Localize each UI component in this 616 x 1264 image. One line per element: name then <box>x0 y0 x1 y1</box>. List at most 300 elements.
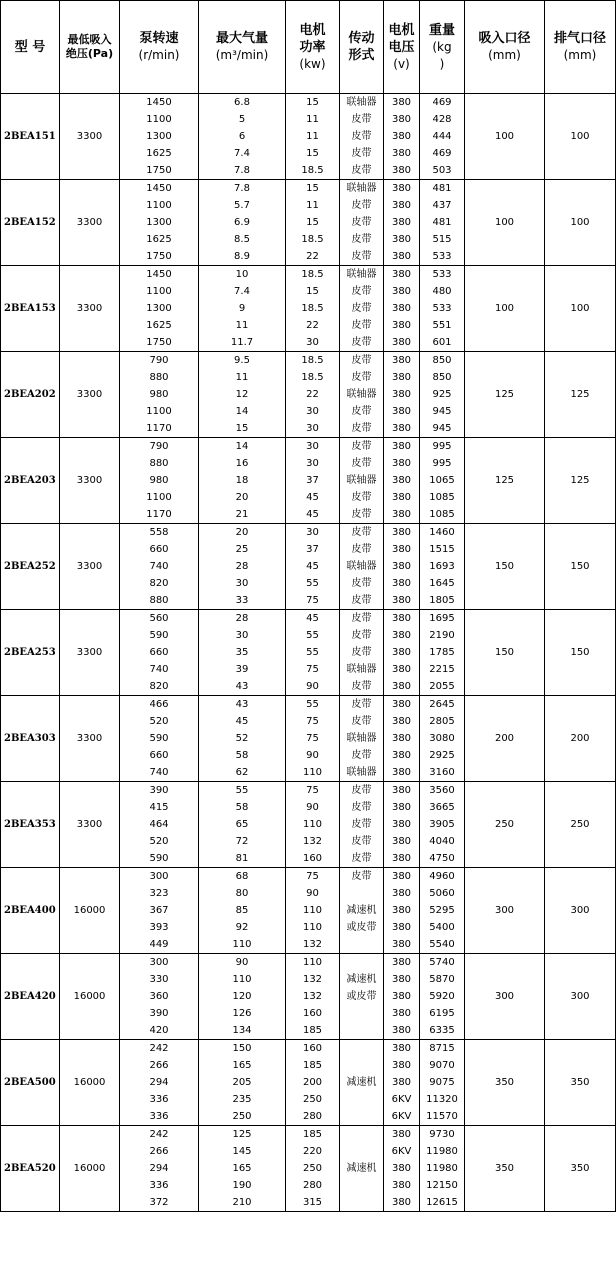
power-cell: 30 <box>286 420 340 438</box>
power-cell: 75 <box>286 868 340 886</box>
speed-cell: 1300 <box>120 300 199 317</box>
inlet-cell: 200 <box>465 696 545 782</box>
voltage-cell: 380 <box>384 472 420 489</box>
speed-cell: 660 <box>120 541 199 558</box>
weight-cell: 1515 <box>420 541 465 558</box>
speed-cell: 820 <box>120 575 199 592</box>
speed-cell: 1300 <box>120 214 199 231</box>
drive-cell: 皮带 <box>340 592 384 610</box>
speed-cell: 1625 <box>120 145 199 162</box>
voltage-cell: 380 <box>384 971 420 988</box>
weight-cell: 5870 <box>420 971 465 988</box>
weight-cell: 11570 <box>420 1108 465 1126</box>
voltage-cell: 380 <box>384 455 420 472</box>
speed-cell: 242 <box>120 1126 199 1144</box>
power-cell: 18.5 <box>286 352 340 370</box>
drive-cell: 减速机 <box>340 971 384 988</box>
outlet-cell: 150 <box>545 524 616 610</box>
pressure-cell: 16000 <box>60 954 120 1040</box>
airflow-cell: 43 <box>199 678 286 696</box>
drive-cell: 皮带 <box>340 816 384 833</box>
weight-cell: 481 <box>420 214 465 231</box>
voltage-cell: 380 <box>384 1194 420 1212</box>
weight-cell: 12150 <box>420 1177 465 1194</box>
voltage-cell: 380 <box>384 782 420 800</box>
model-cell: 2BEA202 <box>1 352 60 438</box>
weight-cell: 8715 <box>420 1040 465 1058</box>
drive-cell: 皮带 <box>340 300 384 317</box>
pressure-cell: 16000 <box>60 1040 120 1126</box>
outlet-cell: 100 <box>545 94 616 180</box>
airflow-cell: 6.8 <box>199 94 286 112</box>
drive-cell: 减速机 <box>340 1160 384 1177</box>
table-row <box>1 524 616 542</box>
drive-cell: 皮带 <box>340 369 384 386</box>
speed-cell: 740 <box>120 764 199 782</box>
airflow-cell: 28 <box>199 558 286 575</box>
speed-cell: 590 <box>120 730 199 747</box>
table-row <box>1 180 616 198</box>
voltage-cell: 380 <box>384 283 420 300</box>
voltage-cell: 380 <box>384 145 420 162</box>
airflow-cell: 9 <box>199 300 286 317</box>
power-cell: 132 <box>286 833 340 850</box>
speed-cell: 300 <box>120 868 199 886</box>
power-cell: 45 <box>286 489 340 506</box>
airflow-cell: 235 <box>199 1091 286 1108</box>
power-cell: 200 <box>286 1074 340 1091</box>
weight-cell: 925 <box>420 386 465 403</box>
header-speed: 泵转速 (r/min) <box>120 1 199 94</box>
power-cell: 185 <box>286 1126 340 1144</box>
drive-cell <box>340 1057 384 1074</box>
weight-cell: 1085 <box>420 489 465 506</box>
power-cell: 75 <box>286 730 340 747</box>
pressure-cell: 3300 <box>60 94 120 180</box>
power-cell: 18.5 <box>286 300 340 317</box>
inlet-cell: 250 <box>465 782 545 868</box>
power-cell: 18.5 <box>286 162 340 180</box>
outlet-cell: 200 <box>545 696 616 782</box>
power-cell: 15 <box>286 214 340 231</box>
speed-cell: 740 <box>120 661 199 678</box>
speed-cell: 1625 <box>120 317 199 334</box>
airflow-cell: 165 <box>199 1057 286 1074</box>
model-cell: 2BEA153 <box>1 266 60 352</box>
power-cell: 75 <box>286 713 340 730</box>
airflow-cell: 5 <box>199 111 286 128</box>
power-cell: 22 <box>286 386 340 403</box>
weight-cell: 4040 <box>420 833 465 850</box>
speed-cell: 466 <box>120 696 199 714</box>
speed-cell: 520 <box>120 833 199 850</box>
speed-cell: 520 <box>120 713 199 730</box>
power-cell: 250 <box>286 1160 340 1177</box>
speed-cell: 449 <box>120 936 199 954</box>
table-row <box>1 438 616 456</box>
speed-cell: 880 <box>120 369 199 386</box>
airflow-cell: 165 <box>199 1160 286 1177</box>
airflow-cell: 110 <box>199 971 286 988</box>
weight-cell: 2925 <box>420 747 465 764</box>
weight-cell: 533 <box>420 248 465 266</box>
voltage-cell: 380 <box>384 403 420 420</box>
voltage-cell: 380 <box>384 94 420 112</box>
voltage-cell: 380 <box>384 661 420 678</box>
power-cell: 55 <box>286 575 340 592</box>
airflow-cell: 28 <box>199 610 286 628</box>
weight-cell: 1805 <box>420 592 465 610</box>
power-cell: 55 <box>286 644 340 661</box>
power-cell: 45 <box>286 610 340 628</box>
drive-cell <box>340 1177 384 1194</box>
drive-cell <box>340 1126 384 1144</box>
speed-cell: 367 <box>120 902 199 919</box>
inlet-cell: 100 <box>465 180 545 266</box>
weight-cell: 6195 <box>420 1005 465 1022</box>
outlet-cell: 250 <box>545 782 616 868</box>
speed-cell: 336 <box>120 1108 199 1126</box>
speed-cell: 980 <box>120 472 199 489</box>
inlet-cell: 300 <box>465 954 545 1040</box>
voltage-cell: 380 <box>384 1126 420 1144</box>
power-cell: 30 <box>286 334 340 352</box>
voltage-cell: 380 <box>384 696 420 714</box>
speed-cell: 336 <box>120 1177 199 1194</box>
airflow-cell: 250 <box>199 1108 286 1126</box>
speed-cell: 1300 <box>120 128 199 145</box>
speed-cell: 294 <box>120 1160 199 1177</box>
voltage-cell: 380 <box>384 764 420 782</box>
drive-cell: 或皮带 <box>340 988 384 1005</box>
pressure-cell: 3300 <box>60 610 120 696</box>
voltage-cell: 380 <box>384 231 420 248</box>
power-cell: 55 <box>286 627 340 644</box>
power-cell: 110 <box>286 764 340 782</box>
power-cell: 90 <box>286 678 340 696</box>
speed-cell: 590 <box>120 627 199 644</box>
power-cell: 220 <box>286 1143 340 1160</box>
pressure-cell: 3300 <box>60 180 120 266</box>
airflow-cell: 55 <box>199 782 286 800</box>
weight-cell: 2055 <box>420 678 465 696</box>
speed-cell: 266 <box>120 1057 199 1074</box>
power-cell: 45 <box>286 506 340 524</box>
speed-cell: 820 <box>120 678 199 696</box>
speed-cell: 336 <box>120 1091 199 1108</box>
voltage-cell: 380 <box>384 816 420 833</box>
inlet-cell: 150 <box>465 610 545 696</box>
voltage-cell: 380 <box>384 489 420 506</box>
airflow-cell: 210 <box>199 1194 286 1212</box>
power-cell: 75 <box>286 661 340 678</box>
speed-cell: 1100 <box>120 403 199 420</box>
power-cell: 90 <box>286 747 340 764</box>
weight-cell: 6335 <box>420 1022 465 1040</box>
model-cell: 2BEA520 <box>1 1126 60 1212</box>
speed-cell: 1750 <box>120 248 199 266</box>
drive-cell: 皮带 <box>340 696 384 714</box>
drive-cell: 联轴器 <box>340 266 384 284</box>
table-row <box>1 868 616 886</box>
voltage-cell: 380 <box>384 1022 420 1040</box>
airflow-cell: 68 <box>199 868 286 886</box>
airflow-cell: 85 <box>199 902 286 919</box>
airflow-cell: 52 <box>199 730 286 747</box>
model-cell: 2BEA420 <box>1 954 60 1040</box>
power-cell: 132 <box>286 988 340 1005</box>
weight-cell: 2805 <box>420 713 465 730</box>
speed-cell: 980 <box>120 386 199 403</box>
drive-cell: 皮带 <box>340 128 384 145</box>
header-voltage: 电机 电压 (v) <box>384 1 420 94</box>
model-cell: 2BEA152 <box>1 180 60 266</box>
speed-cell: 880 <box>120 592 199 610</box>
weight-cell: 11320 <box>420 1091 465 1108</box>
weight-cell: 995 <box>420 455 465 472</box>
speed-cell: 1100 <box>120 283 199 300</box>
voltage-cell: 380 <box>384 300 420 317</box>
header-airflow: 最大气量 (m³/min) <box>199 1 286 94</box>
table-row <box>1 610 616 628</box>
power-cell: 90 <box>286 799 340 816</box>
table-row <box>1 266 616 284</box>
outlet-cell: 125 <box>545 438 616 524</box>
airflow-cell: 125 <box>199 1126 286 1144</box>
table-row <box>1 1126 616 1144</box>
table-row <box>1 696 616 714</box>
header-min-pressure: 最低吸入 绝压(Pa) <box>60 1 120 94</box>
pressure-cell: 16000 <box>60 1126 120 1212</box>
airflow-cell: 150 <box>199 1040 286 1058</box>
weight-cell: 428 <box>420 111 465 128</box>
drive-cell <box>340 1040 384 1058</box>
speed-cell: 390 <box>120 782 199 800</box>
weight-cell: 11980 <box>420 1160 465 1177</box>
drive-cell: 皮带 <box>340 627 384 644</box>
voltage-cell: 380 <box>384 214 420 231</box>
voltage-cell: 380 <box>384 678 420 696</box>
weight-cell: 551 <box>420 317 465 334</box>
airflow-cell: 16 <box>199 455 286 472</box>
table-row <box>1 1040 616 1058</box>
header-power: 电机 功率 (kw) <box>286 1 340 94</box>
drive-cell: 皮带 <box>340 678 384 696</box>
airflow-cell: 20 <box>199 524 286 542</box>
pressure-cell: 16000 <box>60 868 120 954</box>
drive-cell: 皮带 <box>340 644 384 661</box>
drive-cell: 联轴器 <box>340 180 384 198</box>
power-cell: 75 <box>286 592 340 610</box>
drive-cell: 皮带 <box>340 713 384 730</box>
speed-cell: 415 <box>120 799 199 816</box>
outlet-cell: 125 <box>545 352 616 438</box>
voltage-cell: 380 <box>384 575 420 592</box>
airflow-cell: 7.4 <box>199 283 286 300</box>
weight-cell: 533 <box>420 300 465 317</box>
power-cell: 110 <box>286 954 340 972</box>
power-cell: 15 <box>286 145 340 162</box>
power-cell: 132 <box>286 971 340 988</box>
airflow-cell: 30 <box>199 627 286 644</box>
weight-cell: 5740 <box>420 954 465 972</box>
speed-cell: 266 <box>120 1143 199 1160</box>
airflow-cell: 15 <box>199 420 286 438</box>
voltage-cell: 380 <box>384 558 420 575</box>
power-cell: 15 <box>286 283 340 300</box>
weight-cell: 3080 <box>420 730 465 747</box>
voltage-cell: 380 <box>384 799 420 816</box>
speed-cell: 464 <box>120 816 199 833</box>
voltage-cell: 380 <box>384 833 420 850</box>
drive-cell: 联轴器 <box>340 94 384 112</box>
pressure-cell: 3300 <box>60 782 120 868</box>
weight-cell: 1085 <box>420 506 465 524</box>
power-cell: 55 <box>286 696 340 714</box>
weight-cell: 3905 <box>420 816 465 833</box>
speed-cell: 660 <box>120 644 199 661</box>
weight-cell: 5920 <box>420 988 465 1005</box>
voltage-cell: 380 <box>384 868 420 886</box>
voltage-cell: 380 <box>384 111 420 128</box>
voltage-cell: 380 <box>384 644 420 661</box>
weight-cell: 5295 <box>420 902 465 919</box>
airflow-cell: 35 <box>199 644 286 661</box>
power-cell: 315 <box>286 1194 340 1212</box>
airflow-cell: 14 <box>199 438 286 456</box>
speed-cell: 1100 <box>120 111 199 128</box>
power-cell: 110 <box>286 816 340 833</box>
drive-cell: 皮带 <box>340 799 384 816</box>
speed-cell: 1170 <box>120 420 199 438</box>
voltage-cell: 6KV <box>384 1143 420 1160</box>
inlet-cell: 150 <box>465 524 545 610</box>
drive-cell: 皮带 <box>340 420 384 438</box>
airflow-cell: 120 <box>199 988 286 1005</box>
drive-cell: 皮带 <box>340 145 384 162</box>
power-cell: 110 <box>286 902 340 919</box>
voltage-cell: 380 <box>384 197 420 214</box>
table-row <box>1 94 616 112</box>
speed-cell: 790 <box>120 438 199 456</box>
weight-cell: 515 <box>420 231 465 248</box>
airflow-cell: 11 <box>199 317 286 334</box>
speed-cell: 1450 <box>120 266 199 284</box>
voltage-cell: 380 <box>384 1005 420 1022</box>
power-cell: 160 <box>286 1040 340 1058</box>
weight-cell: 3665 <box>420 799 465 816</box>
drive-cell: 联轴器 <box>340 386 384 403</box>
voltage-cell: 380 <box>384 592 420 610</box>
speed-cell: 330 <box>120 971 199 988</box>
speed-cell: 790 <box>120 352 199 370</box>
power-cell: 90 <box>286 885 340 902</box>
airflow-cell: 92 <box>199 919 286 936</box>
header-inlet: 吸入口径 (mm) <box>465 1 545 94</box>
airflow-cell: 65 <box>199 816 286 833</box>
voltage-cell: 380 <box>384 386 420 403</box>
drive-cell: 皮带 <box>340 575 384 592</box>
table-row <box>1 352 616 370</box>
speed-cell: 558 <box>120 524 199 542</box>
voltage-cell: 380 <box>384 954 420 972</box>
drive-cell: 联轴器 <box>340 661 384 678</box>
airflow-cell: 21 <box>199 506 286 524</box>
weight-cell: 12615 <box>420 1194 465 1212</box>
model-cell: 2BEA253 <box>1 610 60 696</box>
airflow-cell: 9.5 <box>199 352 286 370</box>
voltage-cell: 380 <box>384 730 420 747</box>
weight-cell: 1695 <box>420 610 465 628</box>
drive-cell: 皮带 <box>340 506 384 524</box>
airflow-cell: 81 <box>199 850 286 868</box>
drive-cell: 皮带 <box>340 214 384 231</box>
power-cell: 75 <box>286 782 340 800</box>
header-model: 型 号 <box>1 1 60 94</box>
airflow-cell: 39 <box>199 661 286 678</box>
power-cell: 110 <box>286 919 340 936</box>
airflow-cell: 7.4 <box>199 145 286 162</box>
drive-cell: 皮带 <box>340 317 384 334</box>
power-cell: 18.5 <box>286 231 340 248</box>
power-cell: 250 <box>286 1091 340 1108</box>
speed-cell: 420 <box>120 1022 199 1040</box>
header-drive: 传动 形式 <box>340 1 384 94</box>
voltage-cell: 380 <box>384 713 420 730</box>
speed-cell: 393 <box>120 919 199 936</box>
weight-cell: 9070 <box>420 1057 465 1074</box>
airflow-cell: 80 <box>199 885 286 902</box>
spec-body <box>1 94 616 1212</box>
drive-cell: 皮带 <box>340 403 384 420</box>
voltage-cell: 380 <box>384 919 420 936</box>
drive-cell <box>340 1194 384 1212</box>
power-cell: 30 <box>286 524 340 542</box>
outlet-cell: 300 <box>545 868 616 954</box>
weight-cell: 1645 <box>420 575 465 592</box>
power-cell: 45 <box>286 558 340 575</box>
drive-cell <box>340 1143 384 1160</box>
voltage-cell: 380 <box>384 420 420 438</box>
power-cell: 37 <box>286 472 340 489</box>
drive-cell: 或皮带 <box>340 919 384 936</box>
model-cell: 2BEA151 <box>1 94 60 180</box>
power-cell: 15 <box>286 180 340 198</box>
weight-cell: 5400 <box>420 919 465 936</box>
table-row <box>1 782 616 800</box>
power-cell: 280 <box>286 1177 340 1194</box>
airflow-cell: 6.9 <box>199 214 286 231</box>
inlet-cell: 300 <box>465 868 545 954</box>
weight-cell: 469 <box>420 145 465 162</box>
airflow-cell: 126 <box>199 1005 286 1022</box>
drive-cell: 联轴器 <box>340 730 384 747</box>
model-cell: 2BEA203 <box>1 438 60 524</box>
airflow-cell: 190 <box>199 1177 286 1194</box>
speed-cell: 660 <box>120 747 199 764</box>
speed-cell: 242 <box>120 1040 199 1058</box>
power-cell: 160 <box>286 1005 340 1022</box>
outlet-cell: 350 <box>545 1040 616 1126</box>
voltage-cell: 380 <box>384 317 420 334</box>
airflow-cell: 6 <box>199 128 286 145</box>
power-cell: 18.5 <box>286 266 340 284</box>
inlet-cell: 100 <box>465 266 545 352</box>
weight-cell: 3560 <box>420 782 465 800</box>
airflow-cell: 18 <box>199 472 286 489</box>
voltage-cell: 380 <box>384 369 420 386</box>
airflow-cell: 5.7 <box>199 197 286 214</box>
